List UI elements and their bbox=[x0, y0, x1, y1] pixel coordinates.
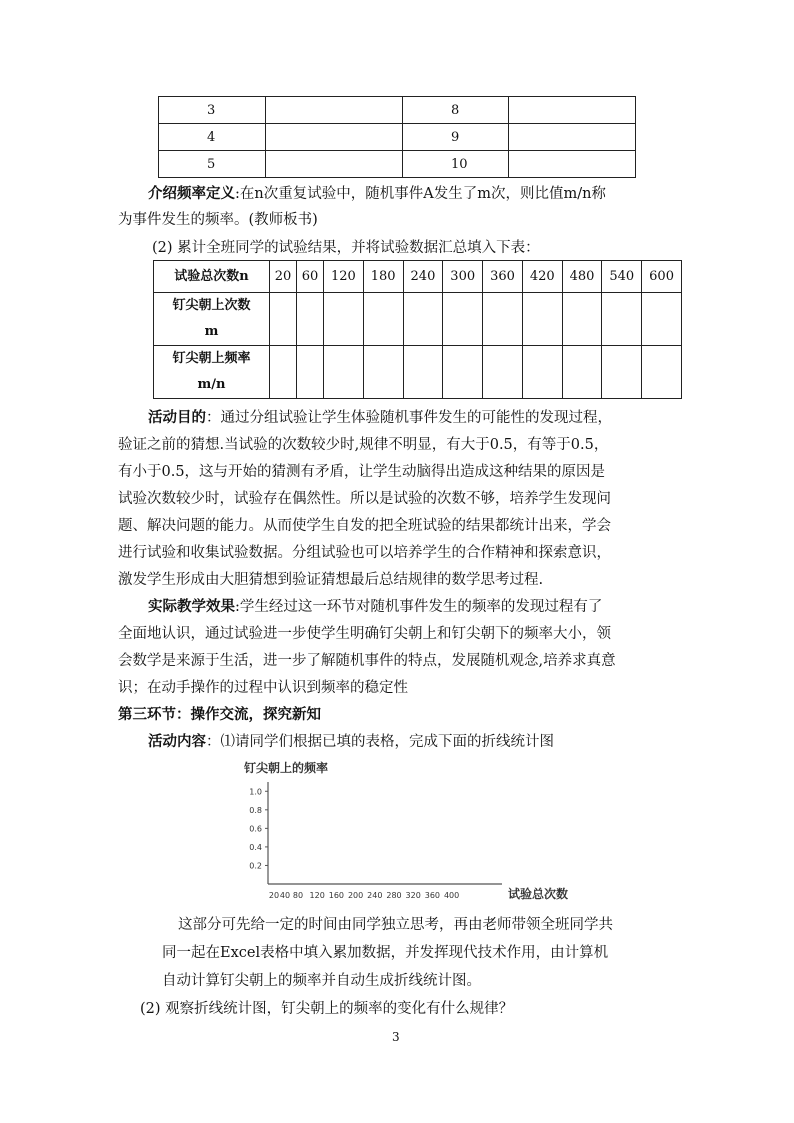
effect-line: 全面地认识，通过试验进一步使学生明确钉尖朝上和钉尖朝下的频率大小，领 bbox=[118, 626, 611, 642]
effect-line: 识；在动手操作的过程中认识到频率的稳定性 bbox=[118, 680, 408, 696]
row-header-m-symbol: m bbox=[204, 324, 219, 339]
row-header-frequency bbox=[154, 346, 270, 399]
purpose-line: 有小于0.5，这与开始的猜测有矛盾，让学生动脑得出造成这种结果的原因是 bbox=[118, 464, 606, 480]
table-cell bbox=[266, 124, 403, 151]
table-cell bbox=[403, 293, 443, 346]
effect-line: 会数学是来源于生活，进一步了解随机事件的特点，发展随机观念,培养求真意 bbox=[118, 653, 616, 669]
table-cell bbox=[297, 293, 324, 346]
table-row bbox=[159, 97, 636, 124]
table-cell bbox=[443, 293, 483, 346]
table-cell bbox=[509, 97, 636, 124]
purpose-line: 进行试验和收集试验数据。分组试验也可以培养学生的合作精神和探索意识， bbox=[118, 545, 611, 561]
purpose-line-1 bbox=[148, 405, 612, 431]
excel-line: 这部分可先给一定的时间由同学独立思考，再由老师带领全班同学共 bbox=[178, 917, 613, 933]
table-cell: 540 bbox=[602, 261, 642, 293]
table-cell bbox=[483, 346, 523, 399]
row-header-frequency-label: 钉尖朝上频率 bbox=[172, 351, 251, 366]
table-row bbox=[154, 293, 682, 346]
x-tick-label: 20 bbox=[268, 891, 280, 900]
row-header-frequency-symbol: m/n bbox=[197, 377, 226, 392]
purpose-line: 验证之前的猜想.当试验的次数较少时,规律不明显，有大于0.5，有等于0.5， bbox=[118, 437, 609, 453]
x-tick-label: 360 bbox=[424, 891, 441, 900]
table-cell bbox=[509, 124, 636, 151]
x-tick-label: 80 bbox=[292, 891, 304, 900]
x-tick-label: 160 bbox=[328, 891, 345, 900]
x-tick-label: 200 bbox=[347, 891, 364, 900]
table-row bbox=[154, 261, 682, 293]
table-cell: 420 bbox=[522, 261, 562, 293]
table-cell: 20 bbox=[270, 261, 297, 293]
excel-line: 同一起在Excel表格中填入累加数据，并发挥现代技术作用，由计算机 bbox=[162, 945, 609, 961]
activity-label: 活动内容 bbox=[148, 733, 206, 750]
table-cell: 480 bbox=[562, 261, 602, 293]
definition-label: 介绍频率定义 bbox=[148, 185, 235, 202]
table-cell: 360 bbox=[483, 261, 523, 293]
y-tick-label: 0.8 bbox=[249, 805, 262, 815]
table-cell: 5 bbox=[159, 151, 266, 178]
x-tick-label: 120 bbox=[309, 891, 325, 900]
step2-intro: (2) 累计全班同学的试验结果，并将试验数据汇总填入下表： bbox=[152, 240, 540, 256]
row-header-m bbox=[154, 293, 270, 346]
x-tick-label: 240 bbox=[367, 891, 383, 900]
y-tick-label: 0.2 bbox=[249, 861, 262, 871]
chart-y-label: 钉尖朝上的频率 bbox=[244, 761, 329, 775]
table-cell: 60 bbox=[297, 261, 324, 293]
y-tick-label: 1.0 bbox=[249, 787, 262, 797]
table-cell bbox=[324, 293, 364, 346]
table-cell bbox=[602, 293, 642, 346]
table-cell: 120 bbox=[324, 261, 364, 293]
table-cell bbox=[522, 346, 562, 399]
definition-line-2: 为事件发生的频率。(教师板书) bbox=[118, 212, 318, 228]
activity-text: ：⑴请同学们根据已填的表格，完成下面的折线统计图 bbox=[206, 734, 554, 750]
table-cell bbox=[509, 151, 636, 178]
table-cell bbox=[562, 346, 602, 399]
table-cell bbox=[443, 346, 483, 399]
table-cell bbox=[602, 346, 642, 399]
table-cell bbox=[324, 346, 364, 399]
purpose-text: ：通过分组试验让学生体验随机事件发生的可能性的发现过程， bbox=[206, 410, 612, 426]
table-cell bbox=[522, 293, 562, 346]
activity-line bbox=[148, 729, 554, 755]
table-cell bbox=[642, 346, 682, 399]
purpose-line: 激发学生形成由大胆猜想到验证猜想最后总结规律的数学思考过程. bbox=[118, 572, 544, 588]
frequency-line-chart bbox=[238, 758, 598, 904]
table-cell bbox=[363, 293, 403, 346]
effect-text: :学生经过这一环节对随机事件发生的频率的发现过程有了 bbox=[235, 599, 603, 615]
purpose-line: 试验次数较少时，试验存在偶然性。所以是试验的次数不够，培养学生发现问 bbox=[118, 491, 611, 507]
table-row bbox=[159, 124, 636, 151]
table-cell bbox=[266, 97, 403, 124]
definition-line-1 bbox=[148, 181, 606, 207]
row-header-m-label: 钉尖朝上次数 bbox=[172, 298, 251, 313]
chart-canvas bbox=[238, 758, 598, 904]
table-row bbox=[154, 346, 682, 399]
section-title: 第三环节：操作交流，探究新知 bbox=[118, 706, 321, 723]
effect-label: 实际教学效果 bbox=[148, 598, 235, 615]
table-cell bbox=[363, 346, 403, 399]
table-row bbox=[159, 151, 636, 178]
definition-text: :在n次重复试验中，随机事件A发生了m次，则比值m/n称 bbox=[235, 186, 606, 202]
purpose-line: 题、解决问题的能力。从而使学生自发的把全班试验的结果都统计出来，学会 bbox=[118, 518, 611, 534]
effect-line-1 bbox=[148, 594, 602, 620]
purpose-label: 活动目的 bbox=[148, 409, 206, 426]
page-number: 3 bbox=[392, 1030, 400, 1044]
table-cell bbox=[403, 346, 443, 399]
table-cell: 8 bbox=[403, 97, 509, 124]
chart-x-label: 试验总次数 bbox=[508, 887, 569, 901]
y-tick-label: 0.6 bbox=[249, 824, 262, 834]
x-tick-label: 320 bbox=[405, 891, 421, 900]
table-cell: 240 bbox=[403, 261, 443, 293]
table-cell bbox=[562, 293, 602, 346]
question-2: (2) 观察折线统计图，钉尖朝上的频率的变化有什么规律？ bbox=[140, 1001, 514, 1017]
table-cell: 10 bbox=[403, 151, 509, 178]
cumulative-results-table bbox=[153, 260, 682, 399]
y-tick-label: 0.4 bbox=[249, 842, 262, 852]
table-cell bbox=[266, 151, 403, 178]
table-cell bbox=[270, 293, 297, 346]
table-cell bbox=[483, 293, 523, 346]
table-cell: 180 bbox=[363, 261, 403, 293]
x-tick-label: 280 bbox=[386, 891, 402, 900]
table-cell: 300 bbox=[443, 261, 483, 293]
table-cell: 4 bbox=[159, 124, 266, 151]
x-tick-label: 40 bbox=[279, 891, 291, 900]
table-cell: 9 bbox=[403, 124, 509, 151]
excel-line: 自动计算钉尖朝上的频率并自动生成折线统计图。 bbox=[162, 973, 481, 989]
table-cell bbox=[642, 293, 682, 346]
table-cell: 3 bbox=[159, 97, 266, 124]
x-tick-label: 400 bbox=[443, 891, 460, 900]
table-cell bbox=[297, 346, 324, 399]
trial-table-fragment bbox=[158, 96, 636, 178]
table-cell: 600 bbox=[642, 261, 682, 293]
row-header-n: 试验总次数n bbox=[154, 261, 270, 293]
table-cell bbox=[270, 346, 297, 399]
